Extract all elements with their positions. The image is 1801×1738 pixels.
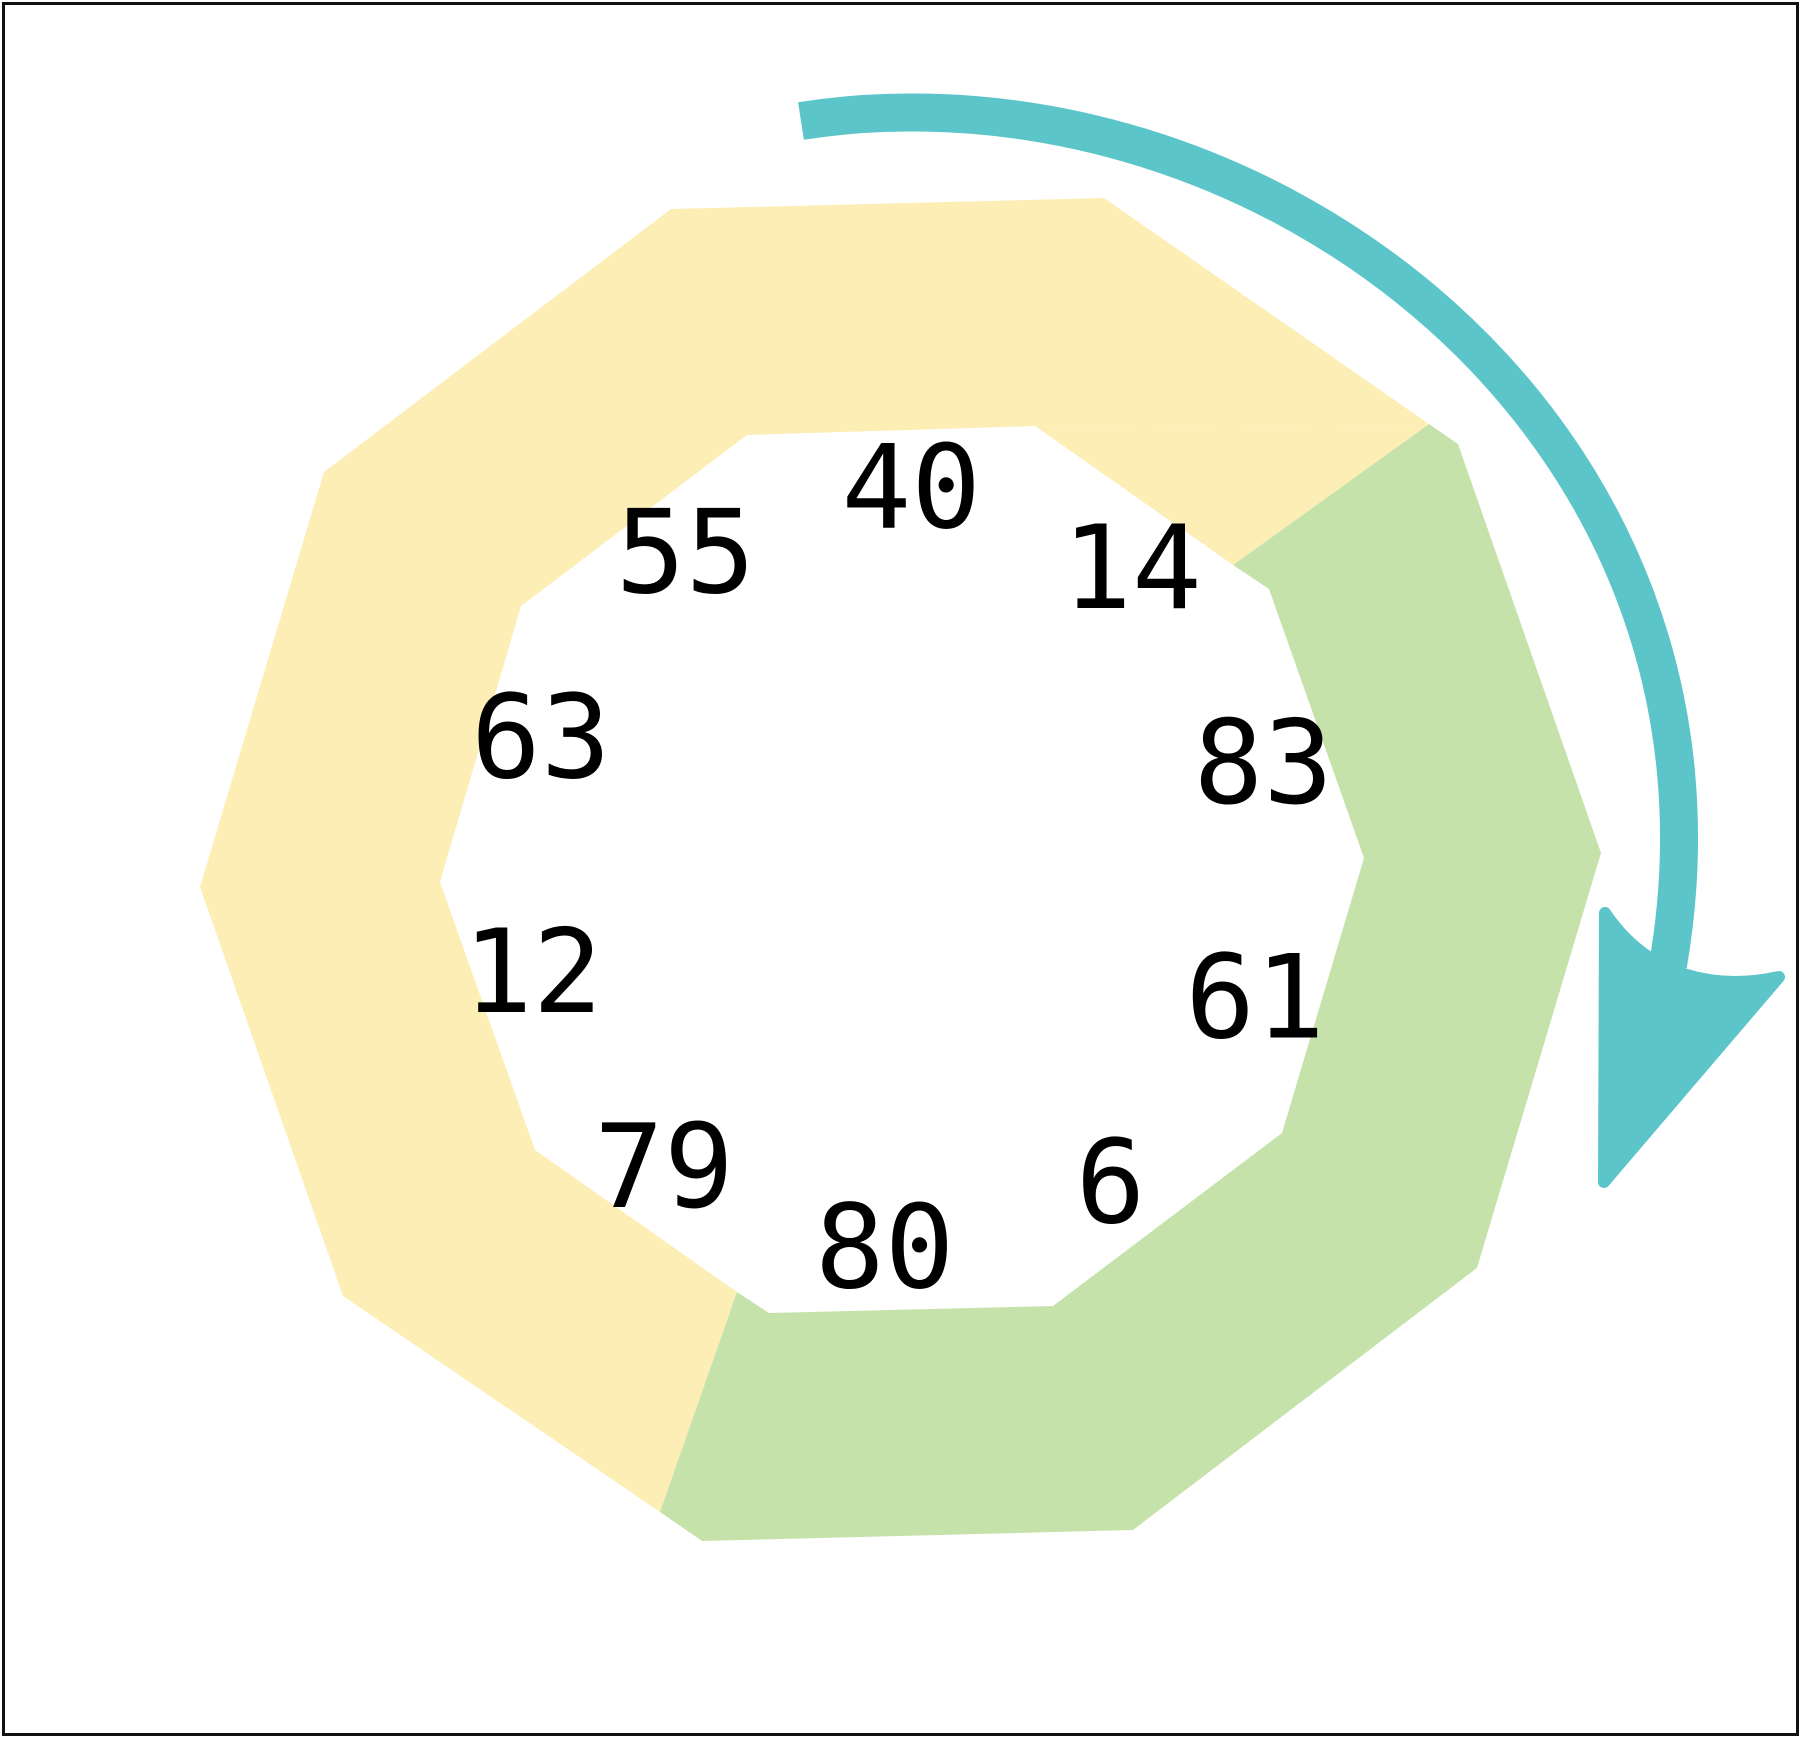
value-label: 6	[1075, 1115, 1146, 1251]
value-labels	[463, 421, 1333, 1316]
value-label: 12	[462, 905, 603, 1041]
arrowhead	[1604, 913, 1779, 1182]
value-label: 80	[814, 1180, 955, 1316]
value-label: 14	[1062, 501, 1202, 637]
value-label: 40	[841, 420, 982, 556]
value-label: 79	[594, 1099, 734, 1235]
ring	[200, 198, 1601, 1541]
value-label: 83	[1193, 695, 1334, 831]
value-label: 61	[1185, 930, 1325, 1066]
value-label: 63	[471, 670, 611, 806]
value-label: 55	[615, 485, 756, 621]
